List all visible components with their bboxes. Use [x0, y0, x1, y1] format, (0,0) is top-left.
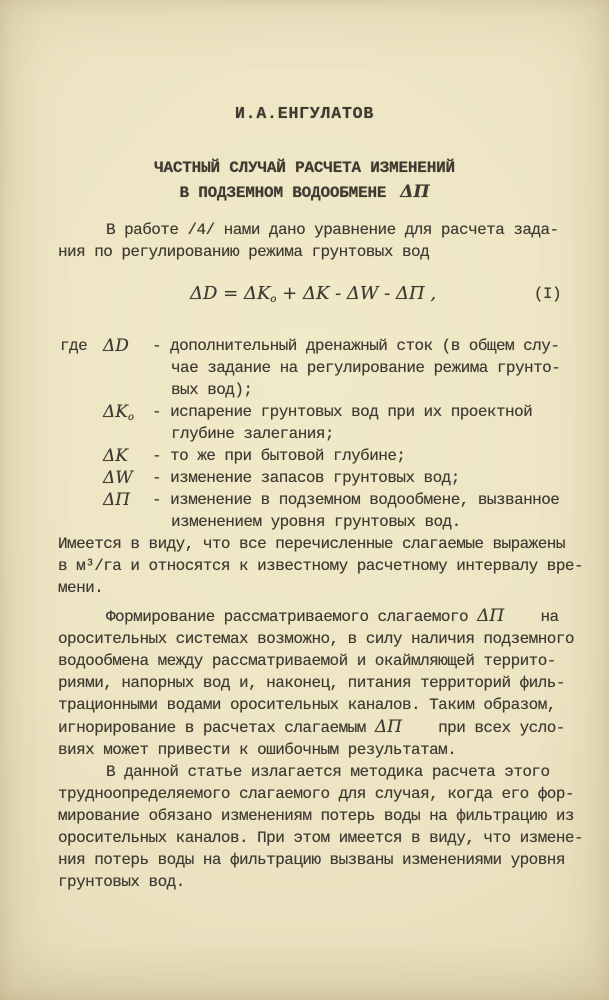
delta-d-symbol: ΔD	[103, 336, 129, 356]
equation-1	[58, 277, 601, 311]
definition-text	[152, 445, 601, 467]
body-line: - изменение в подземном водообмене, вызванное	[152, 491, 560, 509]
equation-part: ΔD = ΔK	[190, 283, 271, 304]
definition-row	[58, 335, 601, 401]
body-line: - изменение запасов грунтовых вод;	[152, 469, 460, 487]
delta-p-symbol: ΔП	[374, 717, 402, 737]
line-text: игнорирование в расчетах слагаемым	[58, 719, 375, 737]
equation-number: (I)	[533, 285, 561, 303]
body-line: водообмена между рассматриваемой и окаймляющей террито-	[58, 652, 556, 670]
line-text: Формирование рассматриваемого слагаемого	[106, 608, 478, 626]
body-line: Имеется в виду, что все перечисленные слагаемые выражены	[58, 535, 565, 553]
line-text: на	[504, 608, 559, 626]
definition-text	[152, 467, 601, 489]
body-line: вых вод);	[171, 381, 253, 399]
definition-row	[58, 489, 601, 533]
title-line-2	[0, 180, 609, 205]
definition-text	[152, 401, 601, 445]
body-line: В данной статье излагается методика расчета этого	[106, 763, 550, 781]
body-line: трудноопределяемого слагаемого для случая, когда его фор-	[58, 785, 574, 803]
equation-subscript: o	[270, 294, 277, 305]
body-line: чае задание на регулирование режима грунто-	[171, 359, 561, 377]
author-name: И.А.ЕНГУЛАТОВ	[234, 104, 375, 123]
body-line: - испарение грунтовых вод при их проектной	[152, 403, 533, 421]
body-line: оросительных системах возможно, в силу наличия подземного	[58, 630, 574, 648]
delta-p-symbol: ΔП	[477, 606, 505, 626]
body-line: мирование обязано изменениям потерь воды на фильтрацию из	[58, 807, 574, 825]
symbol-subscript: o	[127, 412, 135, 423]
title-line-2-text: В ПОДЗЕМНОМ ВОДООБМЕНЕ	[179, 184, 387, 202]
equation-part: + ΔK - ΔW - ΔП ,	[276, 283, 437, 304]
body-line: оросительных каналов. При этом имеется в виду, что измене-	[58, 829, 583, 847]
body-line: ния по регулированию режима грунтовых вод	[58, 243, 430, 261]
delta-p-symbol: ΔП	[103, 490, 131, 510]
body-line: - то же при бытовой глубине;	[152, 447, 406, 465]
article-title	[0, 156, 609, 205]
body-line: риями, напорных вод и, наконец, питания территорий филь-	[58, 674, 565, 692]
body-line: ния потерь воды на фильтрацию вызваны изменениями уровня	[58, 851, 565, 869]
body-line: изменением уровня грунтовых вод.	[171, 513, 461, 531]
line-text: при всех усло-	[401, 719, 565, 737]
body-line: грунтовых вод.	[58, 873, 185, 891]
definition-row	[58, 445, 601, 467]
delta-k-symbol: ΔK	[103, 446, 128, 466]
definition-row	[58, 401, 601, 445]
symbol-definitions	[58, 335, 601, 533]
delta-k0-symbol	[103, 401, 152, 445]
definition-text	[152, 335, 601, 401]
where-label: где	[60, 337, 88, 355]
body-line: В работе /4/ нами дано уравнение для расчета зада-	[106, 221, 559, 239]
body-line: в м³/га и относятся к известному расчетному интервалу вре-	[58, 557, 583, 575]
body-line: мени.	[58, 579, 104, 597]
definition-text	[152, 489, 601, 533]
body-line: - дополнительный дренажный сток (в общем слу-	[152, 337, 560, 355]
body-line: трационными водами оросительных каналов. Таким образом,	[58, 696, 556, 714]
body-line: виях может привести к ошибочным результатам.	[58, 741, 457, 759]
article-body	[58, 219, 601, 893]
paragraph-3	[58, 605, 601, 761]
body-line	[58, 716, 601, 739]
equation-1-body	[190, 283, 436, 304]
delta-w-symbol: ΔW	[103, 468, 133, 488]
definition-row	[58, 467, 601, 489]
symbol-base: ΔK	[103, 402, 128, 422]
body-line	[58, 605, 601, 628]
delta-p-symbol: ΔП	[400, 182, 430, 202]
title-line-1: ЧАСТНЫЙ СЛУЧАЙ РАСЧЕТА ИЗМЕНЕНИЙ	[154, 159, 455, 177]
body-line: глубине залегания;	[171, 425, 334, 443]
